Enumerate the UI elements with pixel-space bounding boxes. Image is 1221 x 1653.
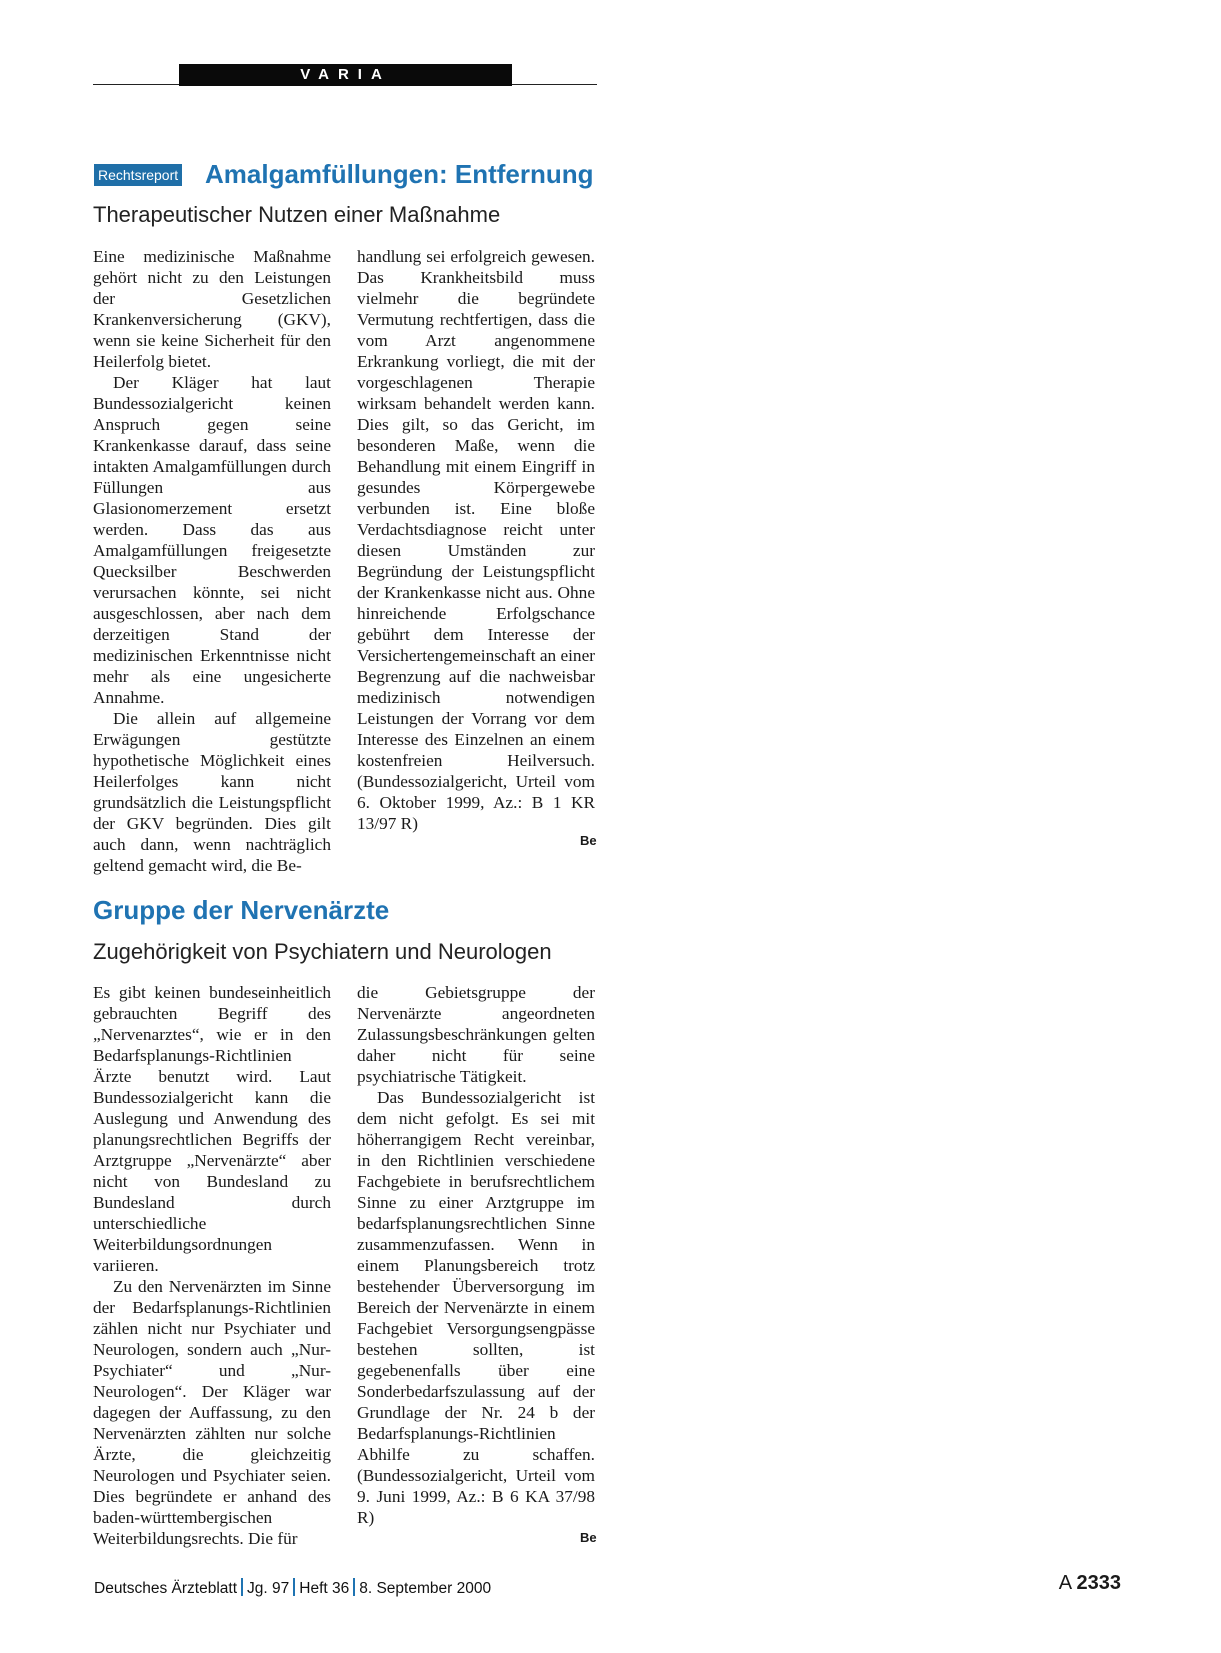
footer-separator: [241, 1578, 243, 1596]
page-number-value: 2333: [1076, 1572, 1121, 1594]
article1-signature: Be: [580, 833, 597, 848]
article2-column-2: [357, 982, 595, 1528]
article1-col1-paragraph: Eine medizinische Maßnahme gehört nicht zu den Leistungen der Gesetzlichen Krankenversicherung (GKV), wenn sie keine Sicherheit für den Heilerfolg bietet.: [93, 247, 331, 371]
rechtsreport-badge: Rechtsreport: [94, 164, 182, 186]
page-number: [1059, 1572, 1121, 1595]
footer-citation: [94, 1578, 491, 1598]
article1-col2-paragraph: handlung sei erfolgreich gewesen. Das Krankheitsbild muss vielmehr die begründete Vermutung rechtfertigen, dass die vom Arzt angenommene Erkrankung vorliegt, die mit der vorgeschlagenen Therapie wirksam behandelt werden kann. Dies gilt, so das Gericht, im besonderen Maße, wenn die Behandlung mit einem Eingriff in gesundes Körpergewebe verbunden ist. Eine bloße Verdachtsdiagnose reicht unter diesen Umständen zur Begründung der Leistungspflicht der Krankenkasse nicht aus. Ohne hinreichende Erfolgschance gebührt dem Interesse der Versichertengemeinschaft an einer Begrenzung auf die nachweisbar medizinisch notwendigen Leistungen der Vorrang vor dem Interesse des Einzelnen an einem kostenfreien Heilversuch. (Bundessozialgericht, Urteil vom 6. Oktober 1999, Az.: B 1 KR 13/97 R): [357, 247, 595, 833]
article1-column-2: [357, 246, 595, 834]
article1-subtitle: Therapeutischer Nutzen einer Maßnahme: [93, 202, 501, 227]
journal-issue: Heft 36: [299, 1580, 350, 1597]
page-prefix: A: [1058, 1572, 1071, 1594]
article1-col1-paragraph: Der Kläger hat laut Bundessozialgericht keinen Anspruch gegen seine Krankenkasse darauf, dass seine intakten Amalgamfüllungen durch Füllungen aus Glasionomerzement ersetzt werden. Dass das aus Amalgamfüllungen freigesetzte Quecksilber Beschwerden verursachen könnte, sei nicht ausgeschlossen, aber nach dem derzeitigen Stand der medizinischen Erkenntnisse nicht mehr als eine ungesicherte Annahme.: [93, 373, 331, 707]
journal-volume: Jg. 97: [247, 1580, 290, 1597]
article1-column-1: [93, 246, 331, 876]
section-header: VARIA: [179, 64, 512, 86]
article2-col2-paragraph: die Gebietsgruppe der Nervenärzte angeordneten Zulassungsbeschränkungen gelten daher nicht für seine psychiatrische Tätigkeit.: [357, 983, 595, 1086]
journal-date: 8. September 2000: [359, 1580, 492, 1597]
article2-col1-paragraph: Zu den Nervenärzten im Sinne der Bedarfsplanungs-Richtlinien zählen nicht nur Psychiater und Neurologen, sondern auch „Nur-Psychiater“ und „Nur-Neurologen“. Der Kläger war dagegen der Auffassung, zu den Nervenärzten zählten nur solche Ärzte, die gleichzeitig Neurologen und Psychiater seien. Dies begründete er anhand des baden-württembergischen Weiterbildungsrechts. Die für: [93, 1277, 331, 1548]
footer-separator: [293, 1578, 295, 1596]
article1-col1-paragraph: Die allein auf allgemeine Erwägungen gestützte hypothetische Möglichkeit eines Heilerfolges kann nicht grundsätzlich die Leistungspflicht der GKV begründen. Dies gilt auch dann, wenn nachträglich geltend gemacht wird, die Be-: [93, 709, 331, 875]
article2-subtitle: Zugehörigkeit von Psychiatern und Neurologen: [93, 939, 552, 964]
article2-title: Gruppe der Nervenärzte: [93, 895, 390, 925]
article2-signature: Be: [580, 1530, 597, 1545]
article2-col1-paragraph: Es gibt keinen bundeseinheitlich gebrauchten Begriff des „Nervenarztes“, wie er in den Bedarfsplanungs-Richtlinien Ärzte benutzt wird. Laut Bundessozialgericht kann die Auslegung und Anwendung des planungsrechtlichen Begriffs der Arztgruppe „Nervenärzte“ aber nicht von Bundesland zu Bundesland durch unterschiedliche Weiterbildungsordnungen variieren.: [93, 983, 331, 1275]
article1-title: Amalgamfüllungen: Entfernung: [205, 159, 594, 189]
footer-separator: [353, 1578, 355, 1596]
article2-column-1: [93, 982, 331, 1549]
journal-name: Deutsches Ärzteblatt: [94, 1580, 238, 1597]
article2-col2-paragraph: Das Bundessozialgericht ist dem nicht gefolgt. Es sei mit höherrangigem Recht vereinbar, in den Richtlinien verschiedene Fachgebiete in berufsrechtlichem Sinne zu einer Arztgruppe im bedarfsplanungsrechtlichen Sinne zusammenzufassen. Wenn in einem Planungsbereich trotz bestehender Überversorgung im Bereich der Nervenärzte in einem Fachgebiet Versorgungsengpässe bestehen sollten, ist gegebenenfalls über eine Sonderbedarfszulassung auf der Grundlage der Nr. 24 b der Bedarfsplanungs-Richtlinien Abhilfe zu schaffen. (Bundessozialgericht, Urteil vom 9. Juni 1999, Az.: B 6 KA 37/98 R): [357, 1088, 595, 1527]
